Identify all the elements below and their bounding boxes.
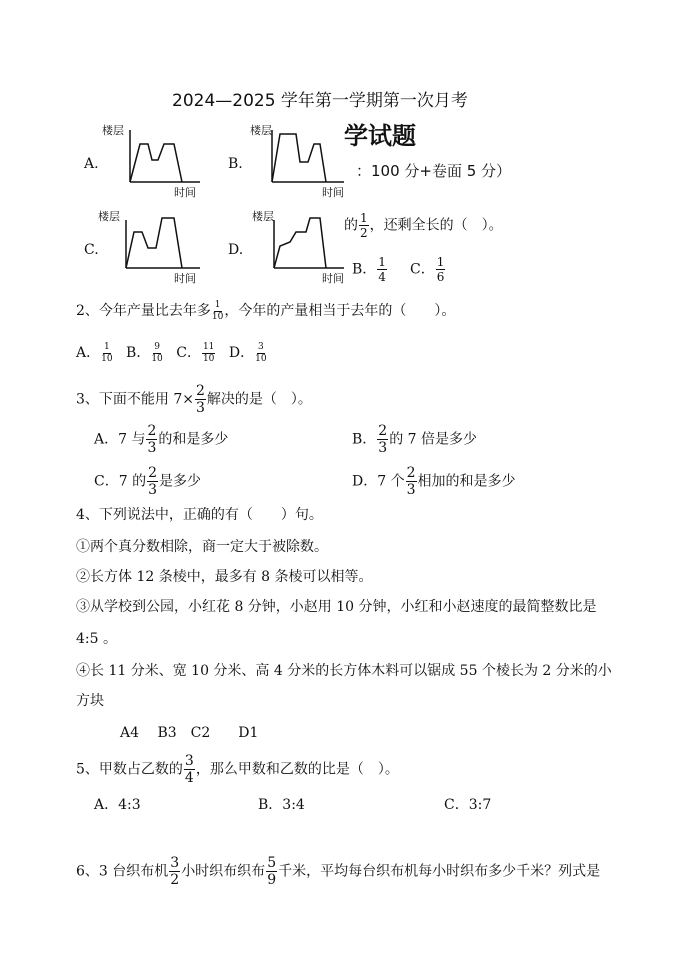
exam-score-partial: ：100 分+卷面 5 分）	[356, 162, 512, 180]
q4-statement-3-cont: 4:5 。	[76, 631, 117, 647]
graph-y-label: 楼层	[102, 124, 124, 137]
q3-option-b: B． $\frac{2}{3}$ 的 7 倍是多少	[352, 423, 478, 456]
q1-fraction: $\frac{1}{2}$	[360, 211, 368, 240]
graph-option-label: B.	[228, 156, 243, 172]
graph-y-label: 楼层	[252, 210, 274, 223]
graph-option-label: C.	[84, 242, 99, 258]
q1-option-c: C． $\frac{1}{6}$	[410, 255, 445, 284]
q4-options: A4 B3 C2 D1	[120, 725, 259, 741]
q2-stem: 2、今年产量比去年多 $\frac{1}{10}$ ，今年的产量相当于去年的（ ）。	[76, 299, 456, 322]
graph-d-plot	[222, 206, 362, 286]
q4-statement-3: ③从学校到公园，小红花 8 分钟，小赵用 10 分钟，小红和小赵速度的最简整数比是	[76, 599, 597, 615]
graph-y-label: 楼层	[98, 210, 120, 223]
q1-option-b: B． $\frac{1}{4}$	[352, 255, 386, 284]
q6-stem: 6、3 台织布机 $\frac{3}{2}$ 小时织布织布 $\frac{5}{9}$ 千米，平均每台织布机每小时织布多少千米？列式是	[76, 855, 601, 888]
q3-option-a: A．7 与 $\frac{2}{3}$ 的和是多少	[94, 423, 229, 456]
q5-option-b: B．3:4	[258, 797, 305, 813]
q1-stem-partial: 的 $\frac{1}{2}$ ，还剩全长的（ ）。	[344, 211, 503, 240]
q3-option-c: C．7 的 $\frac{2}{3}$ 是多少	[94, 465, 201, 498]
q3-option-d: D．7 个 $\frac{2}{3}$ 相加的和是多少	[352, 465, 516, 498]
q2-options	[76, 342, 268, 364]
q2-option-a: A． $\frac{1}{10}$	[76, 341, 113, 364]
graph-a-plot	[78, 122, 218, 202]
q5-option-c: C．3:7	[444, 797, 492, 813]
graph-y-label: 楼层	[250, 124, 272, 137]
graph-c-plot	[78, 206, 218, 286]
q2-option-d: D． $\frac{3}{10}$	[228, 341, 267, 364]
exam-subject-partial: 学试题	[344, 122, 416, 150]
q2-option-c: C． $\frac{11}{10}$	[176, 341, 215, 364]
q3-stem: 3、下面不能用 7× $\frac{2}{3}$ 解决的是（ ）。	[76, 383, 312, 416]
graph-b-plot	[222, 122, 362, 202]
graph-x-label: 时间	[322, 186, 344, 199]
q5-option-a: A．4:3	[94, 797, 141, 813]
graph-x-label: 时间	[322, 272, 344, 285]
q5-stem: 5、甲数占乙数的 $\frac{3}{4}$ ，那么甲数和乙数的比是（ ）。	[76, 753, 399, 786]
graph-option-b	[222, 122, 362, 202]
q4-statement-4: ④长 11 分米、宽 10 分米、高 4 分米的长方体木料可以锯成 55 个棱长为 2 分米的小	[76, 663, 612, 679]
q4-statement-2: ②长方体 12 条棱中，最多有 8 条棱可以相等。	[76, 569, 373, 585]
graph-x-label: 时间	[174, 186, 196, 199]
q4-statement-1: ①两个真分数相除，商一定大于被除数。	[76, 539, 328, 555]
q4-stem: 4、下列说法中，正确的有（ ）句。	[76, 507, 323, 523]
q4-statement-4-cont: 方块	[76, 693, 104, 709]
exam-title: 2024—2025 学年第一学期第一次月考	[172, 91, 468, 111]
graph-option-label: D.	[228, 242, 244, 258]
graph-option-c	[78, 206, 218, 286]
graph-option-a	[78, 122, 218, 202]
graph-option-label: A.	[84, 156, 99, 172]
q2-option-b: B． $\frac{9}{10}$	[126, 341, 163, 364]
graph-x-label: 时间	[174, 272, 196, 285]
graph-option-d	[222, 206, 362, 286]
